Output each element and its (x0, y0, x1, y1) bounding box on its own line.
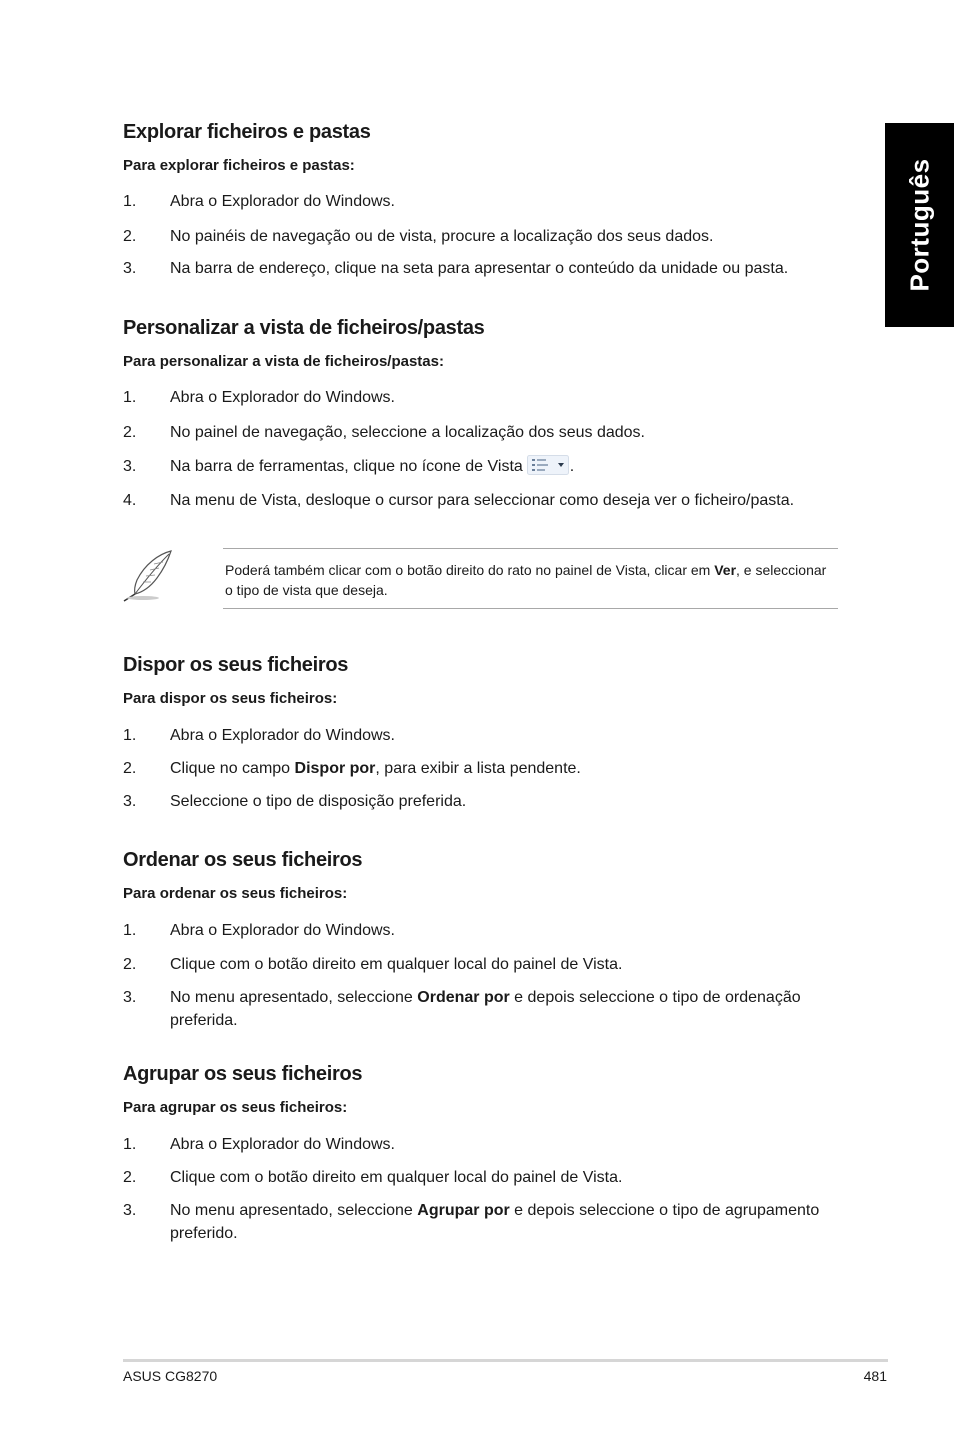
subheading-agrupar: Para agrupar os seus ficheiros: (123, 1099, 348, 1116)
page-number: 481 (863, 1368, 887, 1384)
heading-personalizar: Personalizar a vista de ficheiros/pastas (123, 317, 485, 339)
note-box (223, 548, 838, 609)
footer-divider (123, 1359, 888, 1362)
heading-dispor: Dispor os seus ficheiros (123, 654, 349, 676)
heading-ordenar: Ordenar os seus ficheiros (123, 849, 363, 871)
note-text: Poderá também clicar com o botão direito do rato no painel de Vista, clicar em Ver, e seleccionar o tipo de vista que deseja. (225, 562, 827, 598)
subheading-dispor: Para dispor os seus ficheiros: (123, 690, 338, 707)
language-tab-label: Português (904, 158, 934, 292)
views-icon (527, 455, 569, 475)
feather-pen-icon (121, 548, 175, 604)
heading-agrupar: Agrupar os seus ficheiros (123, 1063, 363, 1085)
footer-product: ASUS CG8270 (123, 1368, 218, 1384)
heading-explorar: Explorar ficheiros e pastas (123, 121, 371, 143)
subheading-explorar: Para explorar ficheiros e pastas: (123, 157, 355, 174)
subheading-personalizar: Para personalizar a vista de ficheiros/pastas: (123, 353, 444, 370)
subheading-ordenar: Para ordenar os seus ficheiros: (123, 885, 348, 902)
language-tab (885, 123, 954, 327)
